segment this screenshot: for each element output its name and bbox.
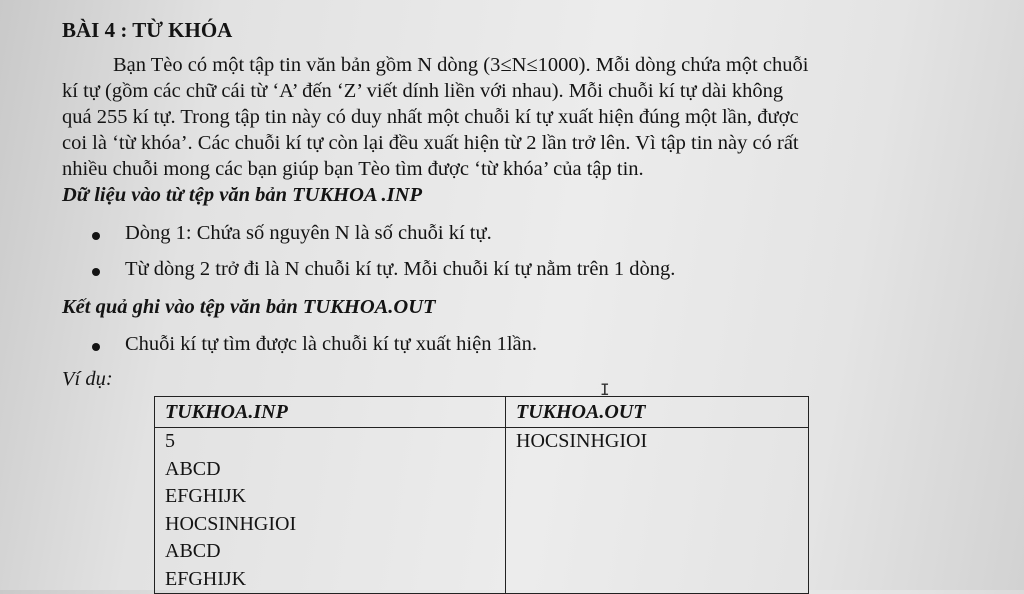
input-bullet-2: Từ dòng 2 trở đi là N chuỗi kí tự. Mỗi chuỗi kí tự nằm trên 1 dòng. — [125, 258, 676, 280]
input-line: ABCD — [165, 457, 221, 480]
text-cursor-icon: I — [600, 380, 610, 399]
input-file-content — [155, 428, 506, 594]
paragraph-line-4: coi là ‘từ khóa’. Các chuỗi kí tự còn lại đều xuất hiện từ 2 lần trở lên. Vì tập tin này có rất — [62, 132, 799, 154]
output-bullet-1: Chuỗi kí tự tìm được là chuỗi kí tự xuất hiện 1lần. — [125, 333, 537, 355]
input-file-header: TUKHOA.INP — [155, 397, 506, 428]
problem-title: BÀI 4 : TỪ KHÓA — [62, 18, 233, 42]
output-heading: Kết quả ghi vào tệp văn bản TUKHOA.OUT — [62, 296, 436, 318]
example-table — [154, 396, 809, 594]
input-line: EFGHIJK — [165, 567, 247, 590]
example-label: Ví dụ: — [62, 368, 113, 390]
input-line: HOCSINHGIOI — [165, 512, 297, 535]
input-heading: Dữ liệu vào từ tệp văn bản TUKHOA .INP — [62, 184, 422, 206]
table-row — [155, 428, 809, 594]
output-file-content — [506, 428, 809, 594]
input-bullet-1: Dòng 1: Chứa số nguyên N là số chuỗi kí tự. — [125, 222, 492, 244]
paragraph-line-5: nhiều chuỗi mong các bạn giúp bạn Tèo tìm được ‘từ khóa’ của tập tin. — [62, 158, 644, 180]
paragraph-line-3: quá 255 kí tự. Trong tập tin này có duy nhất một chuỗi kí tự xuất hiện đúng một lần, được — [62, 106, 799, 128]
input-line: 5 — [165, 430, 175, 452]
output-file-header: TUKHOA.OUT — [506, 397, 809, 428]
bullet-dot — [92, 268, 100, 276]
bullet-dot — [92, 343, 100, 351]
output-line: HOCSINHGIOI — [516, 430, 648, 452]
bullet-dot — [92, 232, 100, 240]
input-line: EFGHIJK — [165, 485, 247, 507]
paragraph-line-2: kí tự (gồm các chữ cái từ ‘A’ đến ‘Z’ viết dính liền với nhau). Mỗi chuỗi kí tự dài không — [62, 80, 784, 102]
table-header-row — [155, 397, 809, 428]
paragraph-line-1: Bạn Tèo có một tập tin văn bản gồm N dòng (3≤N≤1000). Mỗi dòng chứa một chuỗi — [113, 54, 809, 76]
input-line: ABCD — [165, 540, 221, 562]
